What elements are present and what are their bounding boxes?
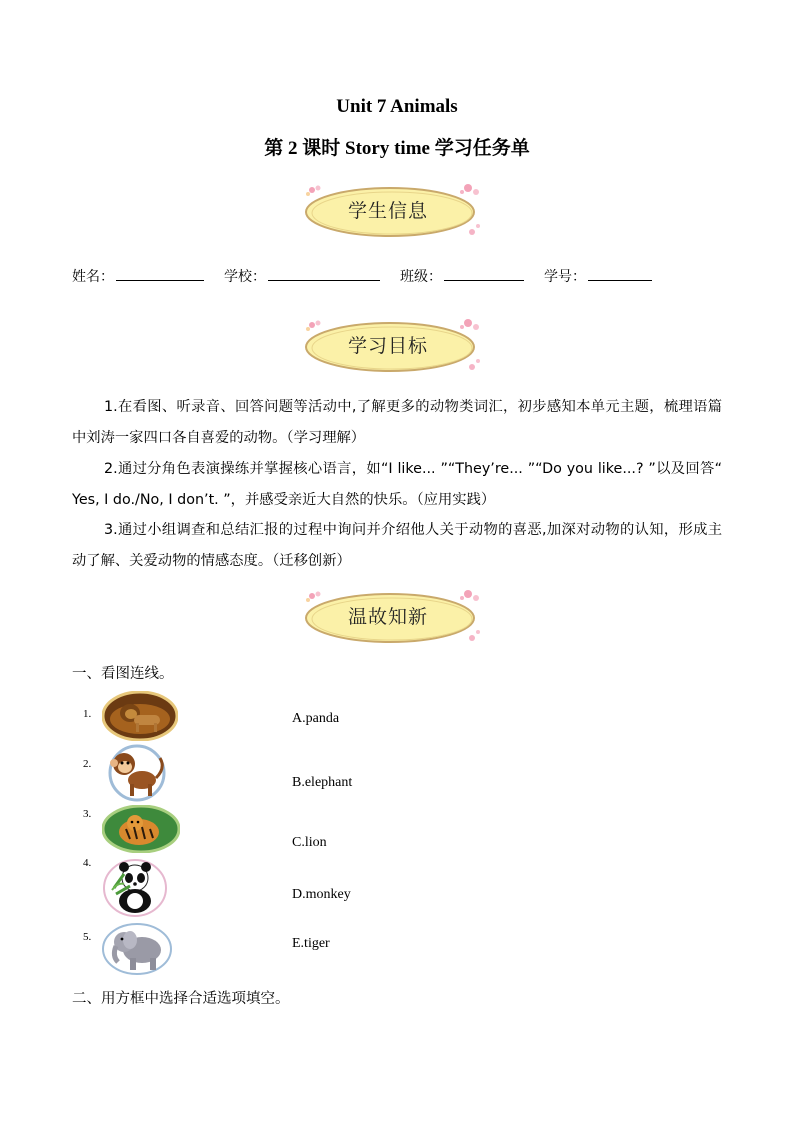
- name-blank[interactable]: [116, 266, 204, 281]
- option-e: E.tiger: [292, 936, 330, 951]
- option-d: D.monkey: [292, 887, 351, 902]
- objective-1: [72, 392, 722, 454]
- banner-review: [300, 588, 490, 648]
- objective-text: 1.在看图、听录音、回答问题等活动中,了解更多的动物类词汇，初步感知本单元主题，梳理语篇中刘涛一家四口各自喜爱的动物。（学习理解）: [72, 399, 722, 446]
- exercise-2-heading: 二、用方框中选择合适选项填空。: [72, 991, 290, 1007]
- option-b: B.elephant: [292, 775, 353, 790]
- banner-label: 学习目标: [347, 334, 428, 357]
- objective-3: [72, 515, 722, 577]
- class-blank[interactable]: [444, 266, 524, 281]
- class-label: 班级：: [400, 269, 442, 285]
- monkey-cartoon-icon: [102, 744, 172, 802]
- id-label: 学号：: [544, 269, 586, 285]
- name-label: 姓名：: [72, 269, 114, 285]
- unit-title: Unit 7 Animals: [336, 96, 458, 117]
- elephant-cartoon-icon: [102, 922, 172, 976]
- lion-photo-icon: [102, 691, 178, 741]
- item-number: 2.: [83, 758, 92, 770]
- item-number: 1.: [83, 708, 92, 720]
- banner-label: 温故知新: [347, 605, 428, 628]
- banner-learning-goals: [300, 317, 490, 377]
- item-number: 5.: [83, 931, 92, 943]
- school-blank[interactable]: [268, 266, 380, 281]
- banner-label: 学生信息: [347, 199, 428, 222]
- lesson-subtitle: 第 2 课时 Story time 学习任务单: [264, 138, 530, 159]
- id-blank[interactable]: [588, 266, 652, 281]
- exercise-1-heading: 一、看图连线。: [72, 666, 174, 682]
- tiger-photo-icon: [102, 805, 180, 853]
- banner-student-info: [300, 182, 490, 242]
- objective-2: [72, 454, 722, 516]
- school-label: 学校：: [224, 269, 266, 285]
- student-info-row: [72, 266, 672, 286]
- item-number: 4.: [83, 857, 92, 869]
- option-c: C.lion: [292, 835, 327, 850]
- objective-text: 3.通过小组调查和总结汇报的过程中询问并介绍他人关于动物的喜恶,加深对动物的认知，形成主动了解、关爱动物的情感态度。（迁移创新）: [72, 522, 722, 569]
- option-a: A.panda: [292, 711, 340, 726]
- objective-text: 2.通过分角色表演操练并掌握核心语言，如“I like... ”“They’re... ”“Do you like...? ”以及回答“ Yes, I do./No, I don’t. ”，并感受亲近大自然的快乐。（应用实践）: [72, 461, 722, 508]
- item-number: 3.: [83, 808, 92, 820]
- panda-cartoon-icon: [102, 858, 168, 918]
